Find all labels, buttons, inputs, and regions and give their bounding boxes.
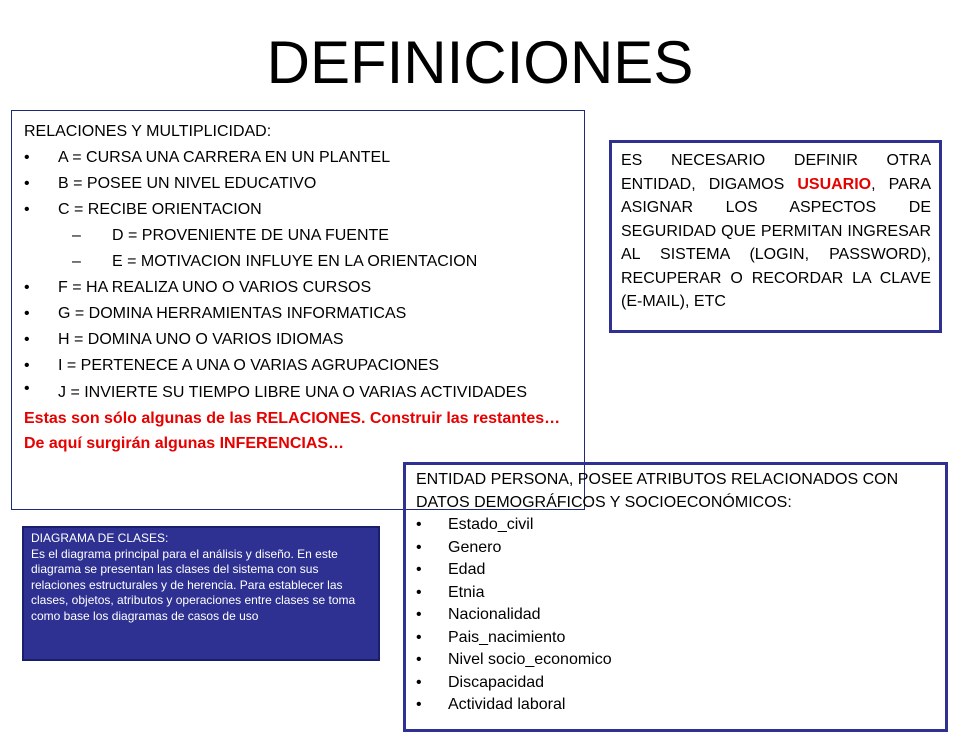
persona-intro: ENTIDAD PERSONA, POSEE ATRIBUTOS RELACIONADOS CON DATOS DEMOGRÁFICOS Y SOCIOECONÓMICOS:: [416, 471, 899, 511]
relation-item-d: – D = PROVENIENTE DE UNA FUENTE: [24, 223, 572, 249]
attribute-item: • Nivel socio_economico: [416, 649, 937, 672]
persona-attribute-list: [416, 514, 937, 717]
usuario-text-after: , PARA ASIGNAR LOS ASPECTOS DE SEGURIDAD QUE PERMITAN INGRESAR AL SISTEMA (LOGIN, PASSWORD), RECUPERAR O RECORDAR LA CLAVE (E-MAIL), ETC: [621, 175, 932, 310]
class-diagram-description: Es el diagrama principal para el análisis y diseño. En este diagrama se presentan las clases del sistema con sus relaciones estructurales y de herencia. Para establecer las clases, objetos, atributos y operaciones entre clases se toma como base los diagramas de casos de uso: [31, 546, 356, 623]
page-title: DEFINICIONES: [266, 29, 694, 96]
attribute-item: • Pais_nacimiento: [416, 627, 937, 650]
relation-item-a: • A = CURSA UNA CARRERA EN UN PLANTEL: [24, 145, 572, 171]
persona-box: [403, 462, 948, 732]
attribute-item: • Edad: [416, 559, 937, 582]
relations-note: Estas son sólo algunas de las RELACIONES. Construir las restantes…: [24, 410, 561, 427]
class-diagram-heading: DIAGRAMA DE CLASES:: [31, 531, 169, 545]
inferences-note: De aquí surgirán algunas INFERENCIAS…: [24, 435, 345, 452]
class-diagram-box: [22, 526, 380, 661]
attribute-item: • Estado_civil: [416, 514, 937, 537]
relation-item-h: • H = DOMINA UNO O VARIOS IDIOMAS: [24, 327, 572, 353]
attribute-item: • Discapacidad: [416, 672, 937, 695]
relations-heading: RELACIONES Y MULTIPLICIDAD:: [24, 123, 272, 140]
attribute-item: • Etnia: [416, 582, 937, 605]
relation-item-j: • J = INVIERTE SU TIEMPO LIBRE UNA O VARIAS ACTIVIDADES: [24, 379, 572, 402]
relation-item-c: • C = RECIBE ORIENTACION: [24, 197, 572, 223]
usuario-highlight: USUARIO: [797, 175, 872, 193]
attribute-item: • Actividad laboral: [416, 694, 937, 717]
attribute-item: • Genero: [416, 537, 937, 560]
usuario-box: [609, 140, 942, 333]
attribute-item: • Nacionalidad: [416, 604, 937, 627]
usuario-text-before: ES NECESARIO DEFINIR OTRA ENTIDAD, DIGAMOS: [621, 152, 931, 193]
relation-item-g: • G = DOMINA HERRAMIENTAS INFORMATICAS: [24, 301, 572, 327]
relations-box: [11, 110, 585, 510]
relation-item-b: • B = POSEE UN NIVEL EDUCATIVO: [24, 171, 572, 197]
relations-list: [24, 145, 572, 402]
relation-item-f: • F = HA REALIZA UNO O VARIOS CURSOS: [24, 275, 572, 301]
relation-item-e: – E = MOTIVACION INFLUYE EN LA ORIENTACION: [24, 249, 572, 275]
relation-item-i: • I = PERTENECE A UNA O VARIAS AGRUPACIONES: [24, 353, 572, 379]
